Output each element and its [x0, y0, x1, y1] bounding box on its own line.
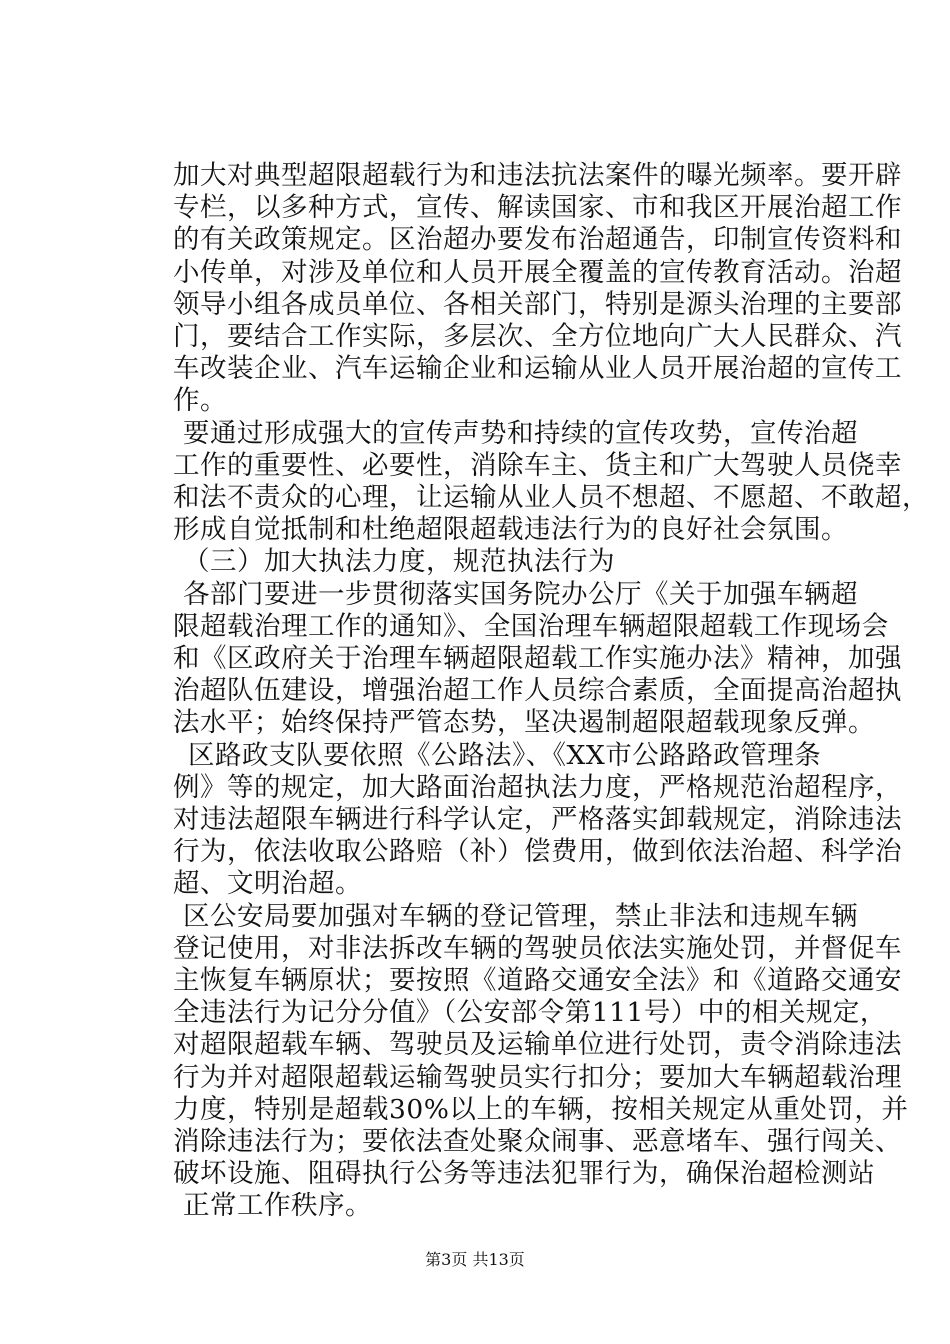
paragraph-first-line: 要通过形成强大的宣传声势和持续的宣传攻势，宣传治超 [183, 417, 858, 449]
body-text-line: 领导小组各成员单位、各相关部门，特别是源头治理的主要部 [173, 288, 902, 320]
page-footer: 第3页 共13页 [425, 1250, 525, 1269]
body-text-line: 超、文明治超。 [173, 868, 362, 900]
body-text-line: 形成自觉抵制和杜绝超限超载违法行为的良好社会氛围。 [173, 514, 848, 546]
body-text-line: 行为，依法收取公路赔（补）偿费用，做到依法治超、科学治 [173, 836, 902, 868]
body-text-line: 主恢复车辆原状；要按照《道路交通安全法》和《道路交通安 [173, 965, 902, 996]
body-text-line: 行为并对超限超载运输驾驶员实行扣分；要加大车辆超载治理 [173, 1061, 902, 1093]
paragraph-first-line: 区路政支队要依照《公路法》、《XX市公路路政管理条 [188, 739, 822, 771]
body-text-line: 专栏，以多种方式，宣传、解读国家、市和我区开展治超工作 [173, 192, 902, 224]
body-text-line: 小传单，对涉及单位和人员开展全覆盖的宣传教育活动。治超 [173, 256, 902, 288]
body-text-line: 加大对典型超限超载行为和违法抗法案件的曝光频率。要开辟 [173, 160, 902, 191]
section-heading: （三）加大执法力度，规范执法行为 [183, 546, 615, 578]
body-text-line: 破坏设施、阻碍执行公务等违法犯罪行为，确保治超检测站 [173, 1158, 875, 1190]
body-text-line: 对违法超限车辆进行科学认定，严格落实卸载规定，消除违法 [173, 804, 902, 835]
body-text-line: 限超载治理工作的通知》、全国治理车辆超限超载工作现场会 [173, 610, 889, 642]
body-text-line: 和法不责众的心理，让运输从业人员不想超、不愿超、不敢超， [173, 482, 929, 513]
body-text-line: 的有关政策规定。区治超办要发布治超通告，印制宣传资料和 [173, 224, 902, 256]
body-text-line: 门，要结合工作实际，多层次、全方位地向广大人民群众、汽 [173, 321, 902, 352]
paragraph-first-line: 区公安局要加强对车辆的登记管理，禁止非法和违规车辆 [183, 900, 858, 932]
body-text-line: 治超队伍建设，增强治超工作人员综合素质，全面提高治超执 [173, 675, 902, 707]
body-text-line: 法水平；始终保持严管态势，坚决遏制超限超载现象反弹。 [173, 707, 875, 739]
body-text-line: 消除违法行为；要依法查处聚众闹事、恶意堵车、强行闯关、 [173, 1126, 902, 1157]
body-text-line: 正常工作秩序。 [183, 1190, 372, 1222]
body-text-line: 工作的重要性、必要性，消除车主、货主和广大驾驶人员侥幸 [173, 449, 902, 481]
body-text-line: 全违法行为记分分值》（公安部令第111号）中的相关规定， [173, 997, 887, 1029]
body-text-line: 作。 [173, 385, 227, 417]
body-text-line: 力度，特别是超载30%以上的车辆，按相关规定从重处罚，并 [173, 1093, 909, 1125]
body-text-line: 车改装企业、汽车运输企业和运输从业人员开展治超的宣传工 [173, 353, 902, 385]
body-text-line: 登记使用，对非法拆改车辆的驾驶员依法实施处罚，并督促车 [173, 932, 902, 964]
body-text-line: 例》等的规定，加大路面治超执法力度，严格规范治超程序， [173, 771, 902, 803]
body-text-line: 对超限超载车辆、驾驶员及运输单位进行处罚，责令消除违法 [173, 1029, 902, 1061]
body-text-line: 和《区政府关于治理车辆超限超载工作实施办法》精神，加强 [173, 643, 902, 674]
paragraph-first-line: 各部门要进一步贯彻落实国务院办公厅《关于加强车辆超 [183, 578, 858, 610]
